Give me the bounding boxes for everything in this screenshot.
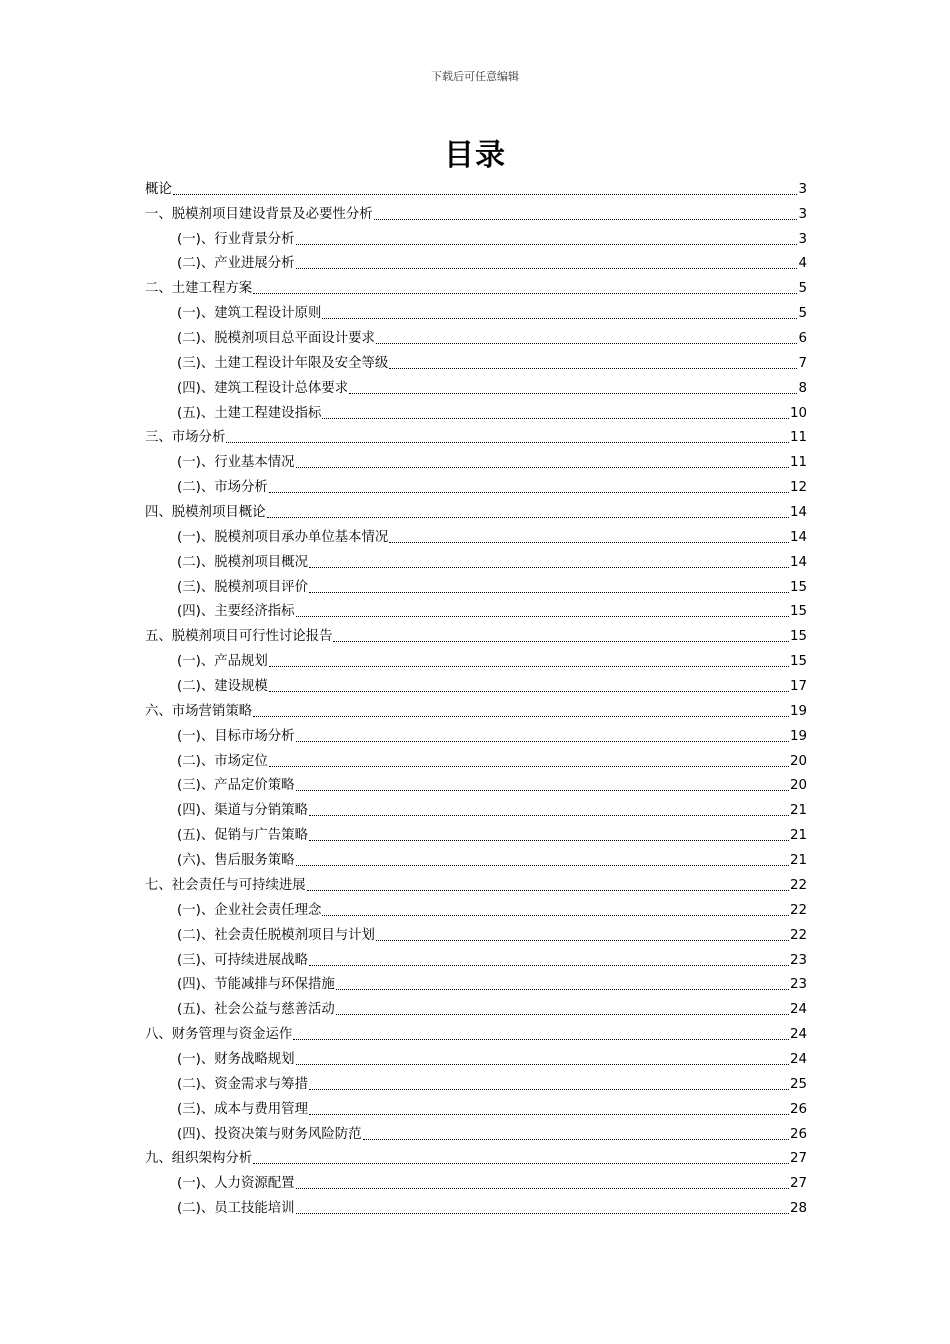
toc-entry-page-number: 24	[789, 1002, 807, 1018]
toc-entry-label: (一)、目标市场分析	[177, 728, 295, 744]
toc-dot-leader	[309, 1089, 789, 1090]
toc-entry[interactable]	[145, 896, 807, 921]
toc-entry[interactable]	[145, 1070, 807, 1095]
toc-entry[interactable]	[145, 200, 807, 225]
toc-dot-leader	[307, 890, 789, 891]
toc-dot-leader	[349, 393, 797, 394]
toc-entry-page-number: 27	[789, 1151, 807, 1167]
toc-dot-leader	[296, 1213, 789, 1214]
toc-entry-page-number: 3	[798, 231, 807, 247]
toc-entry-page-number: 21	[789, 853, 807, 869]
toc-entry[interactable]	[145, 697, 807, 722]
toc-entry-page-number: 5	[798, 281, 807, 297]
toc-entry-page-number: 19	[789, 703, 807, 719]
toc-entry-label: 概论	[145, 181, 172, 197]
toc-dot-leader	[309, 965, 789, 966]
toc-entry-label: (四)、主要经济指标	[177, 604, 295, 620]
toc-entry-page-number: 26	[789, 1101, 807, 1117]
toc-entry-page-number: 3	[798, 206, 807, 222]
toc-entry-page-number: 12	[789, 480, 807, 496]
toc-entry[interactable]	[145, 473, 807, 498]
toc-entry-label: (一)、财务战略规划	[177, 1051, 295, 1067]
toc-entry-page-number: 11	[789, 430, 807, 446]
toc-entry-label: (二)、市场分析	[177, 480, 268, 496]
toc-entry-label: (二)、员工技能培训	[177, 1201, 295, 1217]
toc-dot-leader	[269, 492, 789, 493]
toc-entry-label: 四、脱模剂项目概论	[145, 505, 266, 521]
toc-dot-leader	[389, 542, 789, 543]
toc-dot-leader	[333, 641, 788, 642]
toc-entry-label: (三)、成本与费用管理	[177, 1101, 308, 1117]
toc-entry[interactable]	[145, 424, 807, 449]
toc-entry[interactable]	[145, 647, 807, 672]
toc-entry[interactable]	[145, 946, 807, 971]
toc-entry[interactable]	[145, 1095, 807, 1120]
toc-entry-page-number: 5	[798, 306, 807, 322]
toc-entry-page-number: 23	[789, 977, 807, 993]
toc-entry-page-number: 11	[789, 455, 807, 471]
toc-dot-leader	[296, 1188, 789, 1189]
toc-entry[interactable]	[145, 349, 807, 374]
toc-entry-label: (一)、产品规划	[177, 654, 268, 670]
toc-entry-page-number: 15	[789, 654, 807, 670]
toc-entry-page-number: 22	[789, 927, 807, 943]
toc-dot-leader	[296, 268, 798, 269]
toc-dot-leader	[376, 343, 798, 344]
toc-entry-page-number: 3	[798, 181, 807, 197]
toc-entry[interactable]	[145, 274, 807, 299]
toc-entry[interactable]	[145, 1020, 807, 1045]
toc-entry[interactable]	[145, 1194, 807, 1219]
toc-entry[interactable]	[145, 846, 807, 871]
toc-entry-label: 九、组织架构分析	[145, 1151, 253, 1167]
toc-entry-page-number: 25	[789, 1076, 807, 1092]
page-title: 目录	[444, 138, 506, 173]
toc-entry[interactable]	[145, 747, 807, 772]
toc-entry-label: (六)、售后服务策略	[177, 853, 295, 869]
toc-entry-page-number: 24	[789, 1027, 807, 1043]
toc-entry-label: 八、财务管理与资金运作	[145, 1027, 293, 1043]
toc-dot-leader	[309, 815, 789, 816]
toc-entry-page-number: 19	[789, 728, 807, 744]
toc-entry-label: 三、市场分析	[145, 430, 226, 446]
toc-entry-label: 二、土建工程方案	[145, 281, 253, 297]
toc-entry[interactable]	[145, 175, 807, 200]
toc-entry-page-number: 21	[789, 803, 807, 819]
toc-dot-leader	[253, 1163, 789, 1164]
toc-entry-page-number: 8	[798, 380, 807, 396]
toc-entry-label: (三)、可持续进展战略	[177, 952, 308, 968]
table-of-contents	[145, 175, 807, 1219]
toc-entry[interactable]	[145, 622, 807, 647]
toc-entry[interactable]	[145, 821, 807, 846]
toc-entry-page-number: 22	[789, 877, 807, 893]
toc-dot-leader	[296, 790, 789, 791]
toc-entry[interactable]	[145, 573, 807, 598]
toc-entry-page-number: 4	[798, 256, 807, 272]
toc-entry-label: (一)、人力资源配置	[177, 1176, 295, 1192]
toc-entry-label: (一)、企业社会责任理念	[177, 902, 322, 918]
toc-entry-label: (三)、土建工程设计年限及安全等级	[177, 355, 389, 371]
toc-entry[interactable]	[145, 523, 807, 548]
toc-dot-leader	[269, 766, 789, 767]
toc-dot-leader	[322, 915, 789, 916]
toc-dot-leader	[293, 1039, 789, 1040]
toc-dot-leader	[253, 716, 789, 717]
toc-entry-page-number: 27	[789, 1176, 807, 1192]
toc-entry-label: (三)、脱模剂项目评价	[177, 579, 308, 595]
toc-dot-leader	[336, 989, 789, 990]
toc-entry-page-number: 15	[789, 604, 807, 620]
toc-entry[interactable]	[145, 225, 807, 250]
toc-entry[interactable]	[145, 399, 807, 424]
toc-dot-leader	[296, 1064, 789, 1065]
toc-dot-leader	[322, 318, 797, 319]
toc-entry-page-number: 22	[789, 902, 807, 918]
toc-dot-leader	[389, 368, 797, 369]
toc-entry[interactable]	[145, 722, 807, 747]
toc-entry-label: (二)、资金需求与筹措	[177, 1076, 308, 1092]
toc-dot-leader	[296, 616, 789, 617]
toc-dot-leader	[173, 194, 798, 195]
toc-entry-page-number: 21	[789, 828, 807, 844]
toc-entry-page-number: 7	[798, 355, 807, 371]
toc-entry-page-number: 17	[789, 679, 807, 695]
toc-entry-label: 一、脱模剂项目建设背景及必要性分析	[145, 206, 373, 222]
toc-entry-label: (二)、产业进展分析	[177, 256, 295, 272]
toc-entry-label: (四)、节能减排与环保措施	[177, 977, 335, 993]
toc-entry[interactable]	[145, 250, 807, 275]
toc-entry[interactable]	[145, 448, 807, 473]
toc-entry-page-number: 6	[798, 331, 807, 347]
toc-dot-leader	[374, 219, 798, 220]
toc-entry-label: (一)、脱模剂项目承办单位基本情况	[177, 529, 389, 545]
toc-dot-leader	[226, 442, 789, 443]
toc-dot-leader	[296, 741, 789, 742]
toc-dot-leader	[267, 517, 789, 518]
toc-entry[interactable]	[145, 324, 807, 349]
toc-entry-label: (二)、脱模剂项目概况	[177, 554, 308, 570]
toc-entry-label: (四)、渠道与分销策略	[177, 803, 308, 819]
toc-dot-leader	[322, 418, 789, 419]
toc-entry-label: (一)、行业基本情况	[177, 455, 295, 471]
toc-entry[interactable]	[145, 1145, 807, 1170]
toc-entry[interactable]	[145, 1120, 807, 1145]
toc-entry[interactable]	[145, 796, 807, 821]
toc-entry-label: 六、市场营销策略	[145, 703, 253, 719]
toc-dot-leader	[296, 865, 789, 866]
toc-dot-leader	[336, 1014, 789, 1015]
toc-entry-label: (二)、社会责任脱模剂项目与计划	[177, 927, 375, 943]
toc-entry-label: (五)、土建工程建设指标	[177, 405, 322, 421]
toc-entry[interactable]	[145, 1045, 807, 1070]
toc-entry-label: (五)、社会公益与慈善活动	[177, 1002, 335, 1018]
toc-entry[interactable]	[145, 598, 807, 623]
toc-entry-page-number: 20	[789, 753, 807, 769]
toc-entry-label: 五、脱模剂项目可行性讨论报告	[145, 629, 333, 645]
toc-entry-page-number: 15	[789, 629, 807, 645]
toc-entry-label: (二)、市场定位	[177, 753, 268, 769]
toc-entry-page-number: 20	[789, 778, 807, 794]
toc-entry[interactable]	[145, 1169, 807, 1194]
toc-entry-page-number: 23	[789, 952, 807, 968]
toc-entry-page-number: 14	[789, 529, 807, 545]
toc-entry[interactable]	[145, 921, 807, 946]
toc-entry-label: (一)、建筑工程设计原则	[177, 306, 322, 322]
toc-dot-leader	[309, 567, 789, 568]
toc-dot-leader	[296, 467, 789, 468]
toc-entry-label: (二)、建设规模	[177, 679, 268, 695]
toc-entry-page-number: 14	[789, 505, 807, 521]
toc-dot-leader	[296, 244, 798, 245]
toc-entry-page-number: 28	[789, 1201, 807, 1217]
toc-entry[interactable]	[145, 548, 807, 573]
toc-entry-page-number: 14	[789, 554, 807, 570]
toc-entry-label: (二)、脱模剂项目总平面设计要求	[177, 331, 375, 347]
toc-dot-leader	[309, 592, 789, 593]
toc-dot-leader	[269, 666, 789, 667]
toc-entry[interactable]	[145, 995, 807, 1020]
toc-entry-page-number: 24	[789, 1051, 807, 1067]
toc-entry-label: (一)、行业背景分析	[177, 231, 295, 247]
toc-dot-leader	[376, 940, 789, 941]
page-header: 下载后可任意编辑	[431, 70, 519, 83]
toc-entry-page-number: 26	[789, 1126, 807, 1142]
toc-entry[interactable]	[145, 672, 807, 697]
toc-dot-leader	[309, 1114, 789, 1115]
toc-dot-leader	[363, 1139, 789, 1140]
toc-entry[interactable]	[145, 299, 807, 324]
toc-dot-leader	[309, 840, 789, 841]
toc-dot-leader	[269, 691, 789, 692]
toc-entry-label: (三)、产品定价策略	[177, 778, 295, 794]
toc-entry-label: (五)、促销与广告策略	[177, 828, 308, 844]
toc-entry[interactable]	[145, 971, 807, 996]
toc-entry[interactable]	[145, 498, 807, 523]
toc-entry-page-number: 15	[789, 579, 807, 595]
toc-dot-leader	[253, 293, 797, 294]
toc-entry[interactable]	[145, 772, 807, 797]
toc-entry-label: (四)、投资决策与财务风险防范	[177, 1126, 362, 1142]
toc-entry[interactable]	[145, 871, 807, 896]
toc-entry-label: 七、社会责任与可持续进展	[145, 877, 306, 893]
toc-entry[interactable]	[145, 374, 807, 399]
toc-entry-label: (四)、建筑工程设计总体要求	[177, 380, 349, 396]
toc-entry-page-number: 10	[789, 405, 807, 421]
